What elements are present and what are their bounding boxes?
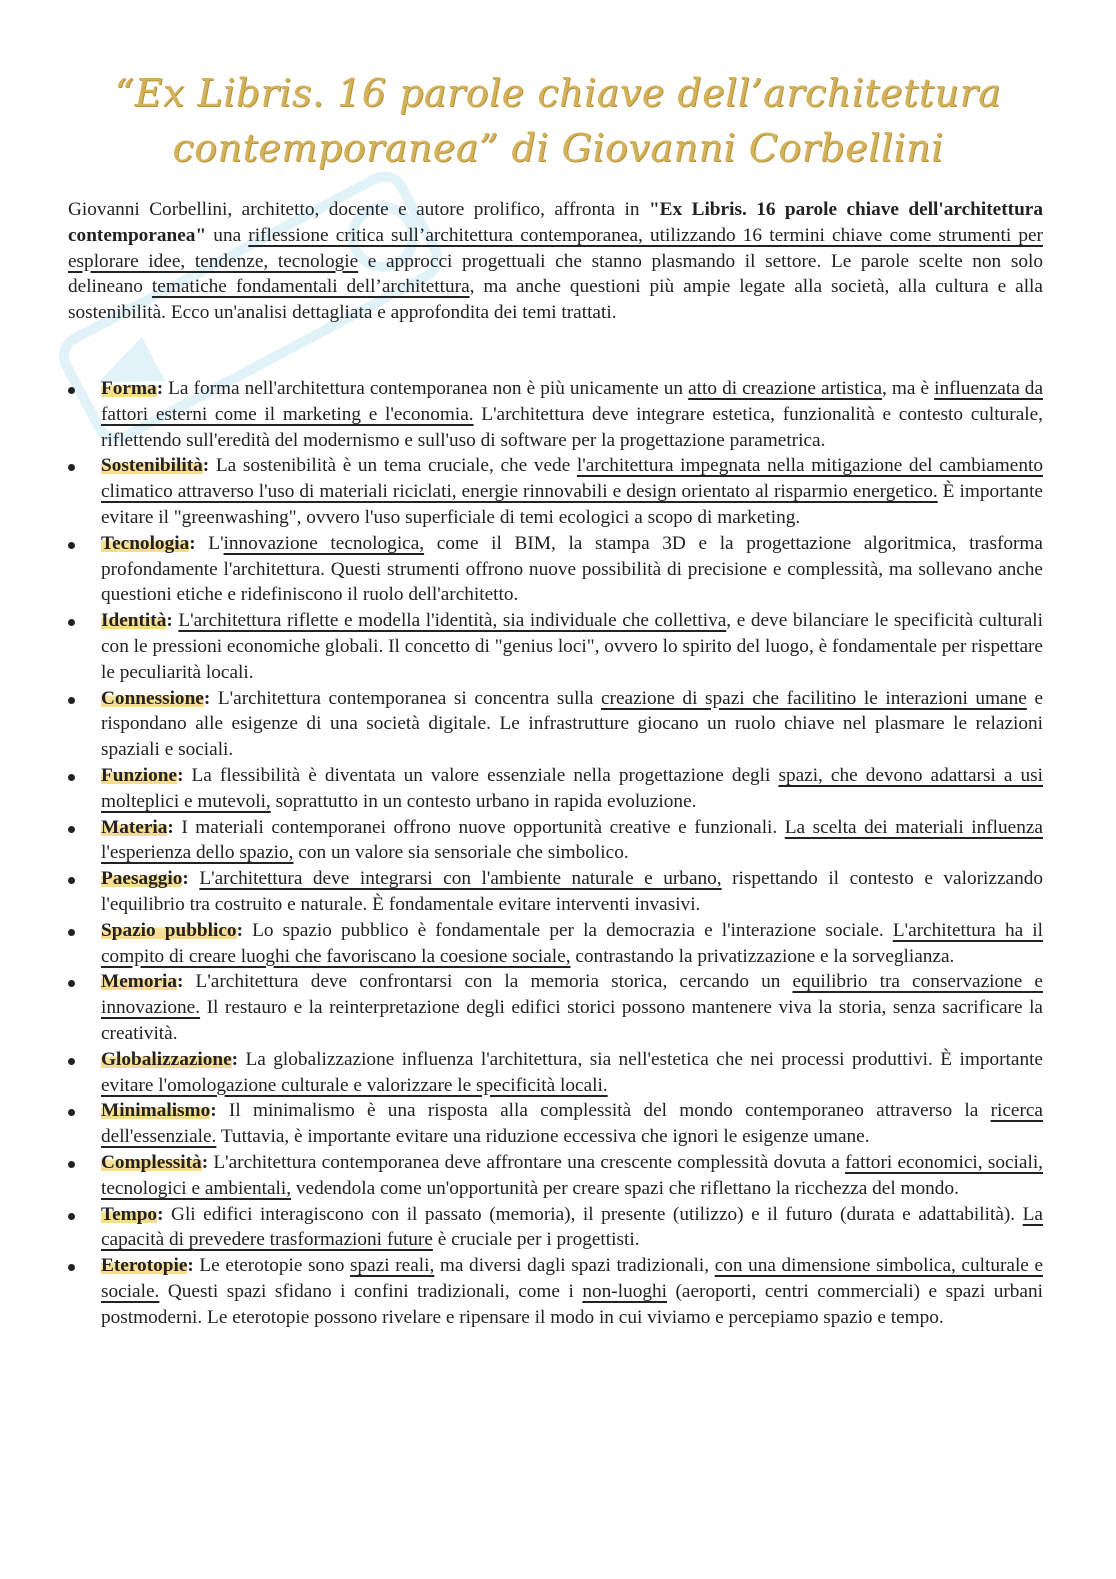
intro-text-4: , ma anche questioni più ampie legate alla società, alla cultura e alla sostenibilità. Ecco un'analisi dettagliata e approfondita dei temi trattati. bbox=[68, 276, 1043, 324]
underlined-text: equilibrio tra conservazione e innovazione. bbox=[101, 971, 1043, 1019]
keyword-term: Minimalismo bbox=[101, 1100, 211, 1122]
description-text: L'architettura deve confrontarsi con la memoria storica, cercando un bbox=[183, 971, 793, 993]
description-text: , e deve bilanciare le specificità culturali con le pressioni economiche globali. Il concetto di "genius loci", ovvero lo spirito del luogo, è fondamentale per rispettare le peculiarità locali. bbox=[101, 610, 1043, 683]
description-text: L' bbox=[195, 532, 224, 554]
underlined-text: La capacità di prevedere trasformazioni future bbox=[101, 1203, 1043, 1251]
underlined-text: atto di creazione artistica bbox=[688, 378, 883, 399]
bullet-icon bbox=[68, 697, 75, 704]
keyword-separator: : bbox=[203, 687, 211, 709]
bullet-icon bbox=[68, 774, 75, 781]
keyword-separator: : bbox=[177, 971, 184, 993]
bullet-icon bbox=[68, 542, 75, 549]
description-text: è cruciale per i progettisti. bbox=[432, 1229, 640, 1251]
keyword-term: Tecnologia bbox=[101, 532, 190, 554]
keyword-item bbox=[68, 918, 1043, 970]
keyword-item bbox=[68, 1202, 1043, 1254]
keyword-term: Eterotopie bbox=[101, 1255, 188, 1277]
keyword-item bbox=[68, 608, 1043, 685]
keyword-item bbox=[68, 763, 1043, 815]
underlined-text: spazi, che devono adattarsi a usi molteplici e mutevoli, bbox=[101, 764, 1043, 812]
keyword-separator: : bbox=[187, 1255, 194, 1277]
description-text: contrastando la privatizzazione e la sorveglianza. bbox=[570, 945, 955, 967]
bullet-icon bbox=[68, 1264, 75, 1271]
keyword-term: Forma bbox=[101, 378, 157, 399]
description-text: È importante evitare il "greenwashing", ovvero l'uso superficiale di temi ecologici a scopo di marketing. bbox=[101, 481, 1043, 528]
description-text: (aeroporti, centri commerciali) e spazi urbani postmoderni. Le eterotopie possono rivelare e ripensare il modo in cui viviamo e percepiamo spazio e tempo. bbox=[101, 1280, 1043, 1328]
keyword-term: Paesaggio bbox=[101, 868, 183, 890]
keyword-term: Funzione bbox=[101, 764, 178, 786]
intro-text-3: e approcci progettuali che stanno plasmando il settore. Le parole scelte non solo delineano bbox=[68, 250, 1043, 298]
intro-paragraph bbox=[68, 197, 1043, 326]
description-text: , ma è bbox=[882, 378, 935, 399]
underlined-text: L'architettura ha il compito di creare luoghi che favoriscano la coesione sociale, bbox=[101, 919, 1043, 967]
underlined-text: evitare l'omologazione culturale e valorizzare le specificità locali. bbox=[101, 1074, 608, 1096]
description-text: L'architettura deve integrare estetica, funzionalità e contesto culturale, riflettendo sull'eredità del modernismo e sull'uso di software per la progettazione parametrica. bbox=[101, 403, 1043, 451]
description-text: Lo spazio pubblico è fondamentale per la democrazia e l'interazione sociale. bbox=[243, 919, 893, 941]
bullet-icon bbox=[68, 1109, 75, 1116]
keyword-term: Sostenibilità bbox=[101, 455, 203, 477]
keyword-separator: : bbox=[167, 816, 174, 838]
description-text: Le eterotopie sono bbox=[193, 1255, 351, 1277]
description-text: rispettando il contesto e valorizzando l'equilibrio tra costruito e naturale. È fondamentale evitare interventi invasivi. bbox=[101, 868, 1043, 915]
keyword-item bbox=[68, 453, 1043, 530]
description-text: Il minimalismo è una risposta alla complessità del mondo contemporaneo attraverso la bbox=[216, 1100, 991, 1122]
keyword-separator: : bbox=[157, 1203, 164, 1225]
bullet-icon bbox=[68, 826, 75, 833]
keyword-item bbox=[68, 866, 1043, 918]
bullet-icon bbox=[68, 929, 75, 936]
underlined-text: L'architettura riflette e modella l'identità, sia individuale che collettiva bbox=[178, 610, 727, 632]
keyword-item bbox=[68, 686, 1043, 763]
keyword-term: Spazio pubblico bbox=[101, 919, 237, 941]
underlined-text: La scelta dei materiali influenza l'esperienza dello spazio, bbox=[101, 816, 1043, 864]
intro-text-1: Giovanni Corbellini, architetto, docente e autore prolifico, affronta in bbox=[68, 199, 649, 220]
description-text: ma diversi dagli spazi tradizionali, bbox=[434, 1255, 715, 1277]
intro-text-2: una bbox=[206, 224, 249, 246]
keyword-separator: : bbox=[182, 868, 189, 890]
underlined-text: non-luoghi bbox=[582, 1280, 667, 1302]
keyword-item bbox=[68, 815, 1043, 867]
underlined-text: ricerca dell'essenziale. bbox=[101, 1100, 1043, 1148]
description-text: I materiali contemporanei offrono nuove opportunità creative e funzionali. bbox=[173, 816, 785, 838]
bullet-icon bbox=[68, 387, 75, 394]
description-text: Gli edifici interagiscono con il passato (memoria), il presente (utilizzo) e il futuro (durata e adattabilità). bbox=[163, 1203, 1023, 1225]
description-text: Il restauro e la reinterpretazione degli edifici storici possono mantenere viva la storia, senza sacrificare la creatività. bbox=[101, 997, 1043, 1044]
bullet-icon bbox=[68, 619, 75, 626]
description-text: La sostenibilità è un tema cruciale, che vede bbox=[209, 455, 577, 477]
underlined-text: L'architettura deve integrarsi con l'ambiente naturale e urbano, bbox=[199, 868, 722, 890]
description-text: vedendola come un'opportunità per creare spazi che riflettano la ricchezza del mondo. bbox=[291, 1177, 959, 1199]
keyword-item bbox=[68, 1047, 1043, 1099]
keyword-term: Identità bbox=[101, 610, 167, 632]
keyword-list bbox=[68, 376, 1043, 1330]
keyword-item bbox=[68, 1253, 1043, 1330]
keyword-item bbox=[68, 376, 1043, 453]
keyword-term: Materia bbox=[101, 816, 168, 838]
keyword-item bbox=[68, 1150, 1043, 1202]
keyword-item bbox=[68, 531, 1043, 608]
description-text: Questi spazi sfidano i confini tradizionali, come i bbox=[159, 1280, 583, 1302]
keyword-separator: : bbox=[189, 532, 196, 554]
description-text: e rispondano alle esigenze di una società digitale. Le infrastrutture giocano un ruolo chiave nel plasmare le relazioni spaziali e sociali. bbox=[101, 687, 1043, 761]
keyword-separator: : bbox=[177, 764, 184, 786]
keyword-term: Complessità bbox=[101, 1151, 202, 1173]
keyword-separator: : bbox=[231, 1048, 239, 1070]
description-text: L'architettura contemporanea si concentra sulla bbox=[210, 687, 601, 709]
description-text bbox=[189, 868, 200, 889]
description-text: L'architettura contemporanea deve affrontare una crescente complessità dovuta a bbox=[208, 1151, 846, 1173]
keyword-separator: : bbox=[156, 378, 164, 399]
bullet-icon bbox=[68, 1213, 75, 1220]
bullet-icon bbox=[68, 1058, 75, 1065]
keyword-term: Connessione bbox=[101, 687, 204, 709]
underlined-text: l'architettura impegnata nella mitigazione del cambiamento climatico attraverso l'uso di materiali riciclati, energie rinnovabili e design orientato al risparmio energetico. bbox=[101, 455, 1043, 503]
underlined-text: spazi reali, bbox=[350, 1255, 435, 1277]
underlined-text: con una dimensione simbolica, culturale e sociale. bbox=[101, 1255, 1044, 1302]
description-text: La globalizzazione influenza l'architettura, sia nell'estetica che nei processi produttivi. È importante bbox=[238, 1048, 1043, 1070]
keyword-term: Globalizzazione bbox=[101, 1048, 232, 1070]
underlined-text: innovazione tecnologica, bbox=[223, 532, 425, 554]
page-title: “Ex Libris. 16 parole chiave dell’architettura contemporanea” di Giovanni Corbellini bbox=[114, 71, 1002, 170]
description-text: con un valore sia sensoriale che simbolico. bbox=[293, 842, 629, 864]
underlined-text: creazione di spazi che facilitino le interazioni umane bbox=[600, 687, 1027, 709]
description-text: soprattutto in un contesto urbano in rapida evoluzione. bbox=[270, 790, 697, 812]
description-text: come il BIM, la stampa 3D e la progettazione algoritmica, trasforma profondamente l'architettura. Questi strumenti offrono nuove possibilità di precisione e complessità, ma sollevano anche questioni etiche e ridefiniscono il ruolo dell'architetto. bbox=[101, 532, 1043, 606]
underlined-text: fattori economici, sociali, tecnologici e ambientali, bbox=[101, 1151, 1044, 1199]
keyword-separator: : bbox=[210, 1100, 217, 1122]
keyword-separator: : bbox=[201, 1151, 209, 1173]
keyword-term: Memoria bbox=[101, 971, 178, 993]
intro-underline-2: tematiche fondamentali dell’architettura bbox=[151, 276, 470, 298]
description-text: Tuttavia, è importante evitare una riduzione eccessiva che ignori le esigenze umane. bbox=[216, 1126, 870, 1148]
description-text: La forma nell'architettura contemporanea non è più unicamente un bbox=[163, 378, 689, 399]
keyword-item bbox=[68, 969, 1043, 1046]
description-text: La flessibilità è diventata un valore essenziale nella progettazione degli bbox=[183, 764, 779, 786]
keyword-separator: : bbox=[166, 610, 173, 632]
underlined-text: influenzata da fattori esterni come il marketing e l'economia. bbox=[101, 378, 1043, 425]
keyword-separator: : bbox=[202, 455, 210, 477]
keyword-separator: : bbox=[236, 919, 243, 941]
keyword-item bbox=[68, 1098, 1043, 1150]
bullet-icon bbox=[68, 877, 75, 884]
bullet-icon bbox=[68, 464, 75, 471]
book-title: "Ex Libris. 16 parole chiave dell'architettura contemporanea" bbox=[68, 199, 1043, 246]
bullet-icon bbox=[68, 1161, 75, 1168]
keyword-term: Tempo bbox=[101, 1203, 158, 1225]
bullet-icon bbox=[68, 980, 75, 987]
intro-underline-1: riflessione critica sull’architettura contemporanea, utilizzando 16 termini chiave come strumenti per esplorare idee, tendenze, tecnologie bbox=[68, 224, 1043, 272]
